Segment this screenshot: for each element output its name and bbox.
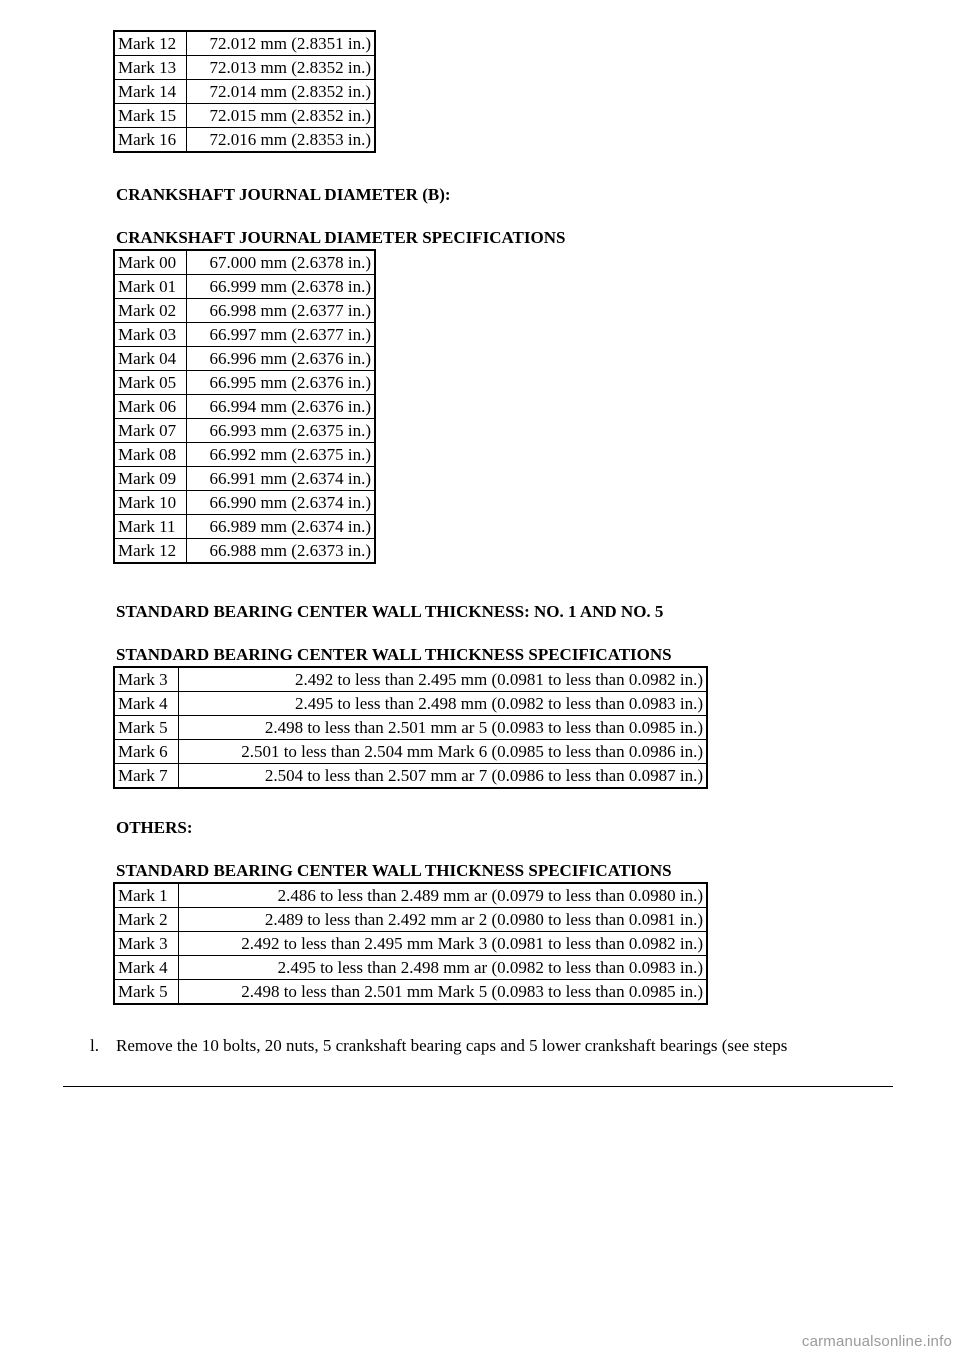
heading-others: OTHERS:	[116, 818, 193, 837]
table-row	[114, 692, 707, 716]
value-cell: 2.498 to less than 2.501 mm ar 5 (0.0983 to less than 0.0985 in.)	[178, 716, 707, 740]
table-row	[114, 347, 375, 371]
table-journal-diameter	[113, 249, 376, 564]
mark-cell: Mark 7	[114, 764, 178, 789]
table-row	[114, 515, 375, 539]
mark-cell: Mark 06	[114, 395, 187, 419]
value-cell: 2.495 to less than 2.498 mm (0.0982 to less than 0.0983 in.)	[178, 692, 707, 716]
value-cell: 66.998 mm (2.6377 in.)	[187, 299, 375, 323]
mark-cell: Mark 11	[114, 515, 187, 539]
mark-cell: Mark 14	[114, 80, 187, 104]
value-cell: 2.495 to less than 2.498 mm ar (0.0982 to less than 0.0983 in.)	[178, 956, 707, 980]
mark-cell: Mark 5	[114, 980, 178, 1005]
table-row	[114, 908, 707, 932]
table-row	[114, 667, 707, 692]
value-cell: 67.000 mm (2.6378 in.)	[187, 250, 375, 275]
value-cell: 2.492 to less than 2.495 mm Mark 3 (0.0981 to less than 0.0982 in.)	[178, 932, 707, 956]
table-row	[114, 104, 375, 128]
value-cell: 66.995 mm (2.6376 in.)	[187, 371, 375, 395]
mark-cell: Mark 00	[114, 250, 187, 275]
value-cell: 66.990 mm (2.6374 in.)	[187, 491, 375, 515]
mark-cell: Mark 12	[114, 539, 187, 564]
table-bearing-thickness-1	[113, 666, 708, 789]
value-cell: 66.994 mm (2.6376 in.)	[187, 395, 375, 419]
mark-cell: Mark 2	[114, 908, 178, 932]
table-bearing-thickness-2	[113, 882, 708, 1005]
mark-cell: Mark 15	[114, 104, 187, 128]
table-row	[114, 419, 375, 443]
value-cell: 66.996 mm (2.6376 in.)	[187, 347, 375, 371]
step-text: Remove the 10 bolts, 20 nuts, 5 crankshaft bearing caps and 5 lower crankshaft bearings (see steps	[116, 1036, 788, 1055]
table-row	[114, 275, 375, 299]
table-row	[114, 299, 375, 323]
table-row	[114, 443, 375, 467]
table-row	[114, 956, 707, 980]
mark-cell: Mark 09	[114, 467, 187, 491]
table-row	[114, 883, 707, 908]
mark-cell: Mark 3	[114, 667, 178, 692]
table-row	[114, 740, 707, 764]
heading-bearing-specs-1: STANDARD BEARING CENTER WALL THICKNESS SPECIFICATIONS	[116, 645, 672, 664]
table-row	[114, 250, 375, 275]
value-cell: 66.988 mm (2.6373 in.)	[187, 539, 375, 564]
value-cell: 2.489 to less than 2.492 mm ar 2 (0.0980 to less than 0.0981 in.)	[178, 908, 707, 932]
mark-cell: Mark 3	[114, 932, 178, 956]
mark-cell: Mark 12	[114, 31, 187, 56]
step-letter: l.	[90, 1036, 99, 1055]
value-cell: 72.014 mm (2.8352 in.)	[187, 80, 375, 104]
value-cell: 2.501 to less than 2.504 mm Mark 6 (0.0985 to less than 0.0986 in.)	[178, 740, 707, 764]
table-row	[114, 128, 375, 153]
heading-journal-diameter: CRANKSHAFT JOURNAL DIAMETER (B):	[116, 185, 451, 204]
mark-cell: Mark 4	[114, 692, 178, 716]
value-cell: 66.993 mm (2.6375 in.)	[187, 419, 375, 443]
mark-cell: Mark 05	[114, 371, 187, 395]
table-row	[114, 31, 375, 56]
value-cell: 2.504 to less than 2.507 mm ar 7 (0.0986 to less than 0.0987 in.)	[178, 764, 707, 789]
table-row	[114, 932, 707, 956]
mark-cell: Mark 07	[114, 419, 187, 443]
value-cell: 72.015 mm (2.8352 in.)	[187, 104, 375, 128]
mark-cell: Mark 08	[114, 443, 187, 467]
table-row	[114, 371, 375, 395]
table-row	[114, 323, 375, 347]
table-row	[114, 764, 707, 789]
mark-cell: Mark 4	[114, 956, 178, 980]
value-cell: 66.991 mm (2.6374 in.)	[187, 467, 375, 491]
page-divider	[63, 1086, 893, 1087]
watermark: carmanualsonline.info	[801, 1333, 952, 1350]
table-row	[114, 467, 375, 491]
value-cell: 2.486 to less than 2.489 mm ar (0.0979 to less than 0.0980 in.)	[178, 883, 707, 908]
value-cell: 66.997 mm (2.6377 in.)	[187, 323, 375, 347]
table-row	[114, 80, 375, 104]
table-row	[114, 56, 375, 80]
table-row	[114, 539, 375, 564]
table-row	[114, 395, 375, 419]
value-cell: 72.012 mm (2.8351 in.)	[187, 31, 375, 56]
mark-cell: Mark 6	[114, 740, 178, 764]
value-cell: 66.989 mm (2.6374 in.)	[187, 515, 375, 539]
mark-cell: Mark 04	[114, 347, 187, 371]
heading-bearing-specs-2: STANDARD BEARING CENTER WALL THICKNESS SPECIFICATIONS	[116, 861, 672, 880]
heading-journal-specs: CRANKSHAFT JOURNAL DIAMETER SPECIFICATIONS	[116, 228, 566, 247]
table-row	[114, 716, 707, 740]
table-row	[114, 980, 707, 1005]
table-top	[113, 30, 376, 153]
value-cell: 2.498 to less than 2.501 mm Mark 5 (0.0983 to less than 0.0985 in.)	[178, 980, 707, 1005]
value-cell: 66.999 mm (2.6378 in.)	[187, 275, 375, 299]
mark-cell: Mark 02	[114, 299, 187, 323]
value-cell: 2.492 to less than 2.495 mm (0.0981 to less than 0.0982 in.)	[178, 667, 707, 692]
mark-cell: Mark 5	[114, 716, 178, 740]
mark-cell: Mark 13	[114, 56, 187, 80]
value-cell: 72.013 mm (2.8352 in.)	[187, 56, 375, 80]
table-row	[114, 491, 375, 515]
value-cell: 66.992 mm (2.6375 in.)	[187, 443, 375, 467]
mark-cell: Mark 1	[114, 883, 178, 908]
value-cell: 72.016 mm (2.8353 in.)	[187, 128, 375, 153]
mark-cell: Mark 10	[114, 491, 187, 515]
mark-cell: Mark 01	[114, 275, 187, 299]
heading-bearing-no1-no5: STANDARD BEARING CENTER WALL THICKNESS: NO. 1 AND NO. 5	[116, 602, 664, 621]
mark-cell: Mark 03	[114, 323, 187, 347]
mark-cell: Mark 16	[114, 128, 187, 153]
